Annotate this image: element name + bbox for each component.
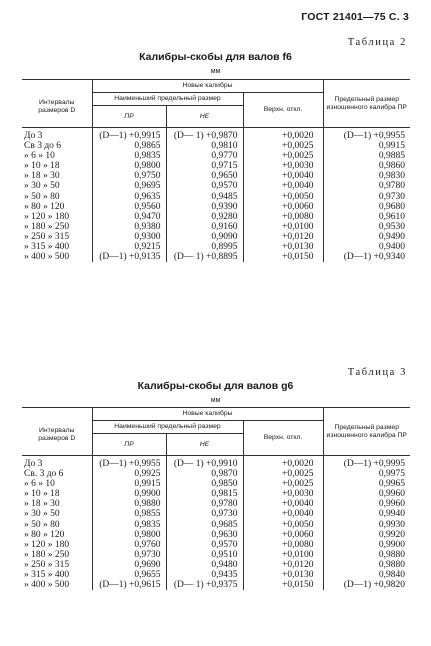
cell-worn-limit: 0,9860 [323, 161, 410, 171]
cell-pr: 0,9760 [92, 540, 166, 550]
table-row [22, 479, 410, 489]
cell-worn-limit: 0,9965 [323, 479, 410, 489]
table-3-title: Калибры-скобы для валов g6 [137, 380, 294, 392]
cell-upper-deviation: +0,0030 [243, 161, 323, 171]
cell-upper-deviation: +0,0130 [243, 242, 323, 252]
cell-interval: Св 3 до 6 [24, 141, 62, 152]
cell-worn-limit: 0,9960 [323, 489, 410, 499]
cell-upper-deviation: +0,0025 [243, 141, 323, 151]
table-row [22, 252, 410, 262]
cell-upper-deviation: +0,0030 [243, 489, 323, 499]
cell-interval: » 30 » 50 [24, 509, 60, 520]
cell-worn-limit: 0,9400 [323, 242, 410, 252]
cell-upper-deviation: +0,0080 [243, 212, 323, 222]
table-row [22, 242, 410, 252]
cell-pr: 0,9750 [92, 171, 166, 181]
table-3-unit: мм [210, 397, 221, 404]
cell-interval: До 3 [24, 131, 43, 141]
cell-upper-deviation: +0,0040 [243, 499, 323, 509]
cell-pr: (D—1) +0,9135 [92, 252, 166, 262]
col-header-ne: НЕ [166, 434, 243, 456]
cell-interval: » 30 » 50 [24, 181, 60, 192]
cell-worn-limit: 0,9880 [323, 560, 410, 570]
cell-interval: » 50 » 80 [24, 519, 60, 530]
cell-worn-limit: 0,9960 [323, 499, 410, 509]
cell-pr: (D—1) +0,9955 [92, 456, 166, 470]
table-row [22, 192, 410, 202]
table-row [22, 499, 410, 509]
cell-pr: 0,9470 [92, 212, 166, 222]
col-header-pr: ПР [92, 434, 166, 456]
col-header-ne: НЕ [166, 106, 243, 128]
cell-upper-deviation: +0,0120 [243, 232, 323, 242]
cell-worn-limit: 0,9840 [323, 570, 410, 580]
cell-upper-deviation: +0,0130 [243, 570, 323, 580]
cell-ne: 0,8995 [166, 242, 243, 252]
cell-worn-limit: 0,9880 [323, 550, 410, 560]
cell-upper-deviation: +0,0020 [243, 456, 323, 470]
cell-ne: 0,9870 [166, 469, 243, 479]
cell-ne: 0,9570 [166, 181, 243, 191]
cell-pr: 0,9635 [92, 192, 166, 202]
cell-pr: 0,9300 [92, 232, 166, 242]
cell-upper-deviation: +0,0060 [243, 202, 323, 212]
cell-interval: » 400 » 500 [24, 580, 70, 591]
cell-pr: 0,9800 [92, 161, 166, 171]
cell-ne: 0,9280 [166, 212, 243, 222]
col-header-new-gauges: Новые калибры [92, 408, 323, 421]
cell-interval: » 180 » 250 [24, 221, 70, 232]
cell-ne: 0,9090 [166, 232, 243, 242]
cell-interval: » 250 » 315 [24, 559, 70, 570]
cell-upper-deviation: +0,0060 [243, 530, 323, 540]
cell-worn-limit: 0,9940 [323, 509, 410, 519]
cell-upper-deviation: +0,0120 [243, 560, 323, 570]
cell-ne: 0,9630 [166, 530, 243, 540]
cell-upper-deviation: +0,0020 [243, 128, 323, 142]
cell-ne: 0,9650 [166, 171, 243, 181]
cell-interval: До 3 [24, 459, 43, 469]
cell-upper-deviation: +0,0025 [243, 479, 323, 489]
cell-upper-deviation: +0,0050 [243, 192, 323, 202]
cell-worn-limit: 0,9780 [323, 181, 410, 191]
cell-pr: 0,9900 [92, 489, 166, 499]
cell-interval: » 18 » 30 [24, 499, 60, 510]
cell-ne: 0,9160 [166, 222, 243, 232]
col-header-smallest-limit: Наименьший предельный размер [92, 93, 243, 106]
table-row [22, 509, 410, 519]
cell-ne: 0,9770 [166, 151, 243, 161]
table-row [22, 456, 410, 470]
cell-worn-limit: 0,9610 [323, 212, 410, 222]
cell-worn-limit: (D—1) +0,9955 [323, 128, 410, 142]
cell-pr: 0,9560 [92, 202, 166, 212]
table-2 [22, 79, 410, 262]
col-header-worn-limit: Предельный размер изношенного калибра ПР [323, 408, 410, 456]
cell-interval: » 315 » 400 [24, 242, 70, 253]
cell-ne: 0,9390 [166, 202, 243, 212]
table-row [22, 520, 410, 530]
col-header-worn-limit: Предельный размер изношенного калибра ПР [323, 80, 410, 128]
cell-ne: 0,9485 [166, 192, 243, 202]
table-row [22, 161, 410, 171]
table-row [22, 570, 410, 580]
cell-interval: » 315 » 400 [24, 570, 70, 581]
cell-pr: 0,9835 [92, 520, 166, 530]
cell-interval: » 120 » 180 [24, 211, 70, 222]
cell-ne: 0,9850 [166, 479, 243, 489]
table-2-title: Калибры-скобы для валов f6 [139, 51, 292, 63]
cell-ne: 0,9435 [166, 570, 243, 580]
cell-pr: 0,9655 [92, 570, 166, 580]
cell-pr: 0,9925 [92, 469, 166, 479]
table-row [22, 540, 410, 550]
cell-pr: 0,9380 [92, 222, 166, 232]
table-row [22, 181, 410, 191]
cell-ne: 0,9570 [166, 540, 243, 550]
cell-upper-deviation: +0,0025 [243, 469, 323, 479]
table-2-unit: мм [210, 68, 221, 75]
cell-ne: 0,9815 [166, 489, 243, 499]
cell-ne: 0,9685 [166, 520, 243, 530]
col-header-upper-deviation: Верхн. откл. [243, 421, 323, 456]
table-row [22, 232, 410, 242]
cell-upper-deviation: +0,0050 [243, 520, 323, 530]
table-row [22, 560, 410, 570]
cell-upper-deviation: +0,0040 [243, 181, 323, 191]
cell-ne: 0,9810 [166, 141, 243, 151]
table-row [22, 202, 410, 212]
table-row [22, 469, 410, 479]
cell-upper-deviation: +0,0040 [243, 509, 323, 519]
cell-worn-limit: 0,9830 [323, 171, 410, 181]
cell-interval: » 180 » 250 [24, 549, 70, 560]
cell-pr: 0,9695 [92, 181, 166, 191]
table-3 [22, 407, 410, 590]
col-header-new-gauges: Новые калибры [92, 80, 323, 93]
cell-worn-limit: (D—1) +0,9340 [323, 252, 410, 262]
cell-interval: » 10 » 18 [24, 489, 60, 500]
cell-pr: 0,9215 [92, 242, 166, 252]
table-row [22, 141, 410, 151]
cell-interval: » 6 » 10 [24, 479, 55, 490]
cell-worn-limit: 0,9680 [323, 202, 410, 212]
cell-interval: » 120 » 180 [24, 539, 70, 550]
cell-pr: 0,9800 [92, 530, 166, 540]
table-row [22, 550, 410, 560]
table-row [22, 580, 410, 590]
cell-interval: » 18 » 30 [24, 171, 60, 182]
table-row [22, 151, 410, 161]
cell-pr: (D—1) +0,9915 [92, 128, 166, 142]
cell-worn-limit: 0,9920 [323, 530, 410, 540]
cell-ne: 0,9510 [166, 550, 243, 560]
cell-pr: 0,9690 [92, 560, 166, 570]
cell-worn-limit: 0,9885 [323, 151, 410, 161]
cell-worn-limit: (D—1) +0,9995 [323, 456, 410, 470]
cell-upper-deviation: +0,0040 [243, 171, 323, 181]
cell-upper-deviation: +0,0150 [243, 252, 323, 262]
col-header-intervals: Интервалы размеров D [22, 80, 92, 128]
cell-pr: 0,9865 [92, 141, 166, 151]
cell-ne: (D— 1) +0,9910 [166, 456, 243, 470]
cell-interval: Св. 3 до 6 [24, 469, 64, 480]
table-row [22, 212, 410, 222]
cell-ne: 0,9480 [166, 560, 243, 570]
table-row [22, 530, 410, 540]
cell-pr: 0,9730 [92, 550, 166, 560]
col-header-pr: ПР [92, 106, 166, 128]
cell-ne: 0,9715 [166, 161, 243, 171]
cell-pr: 0,9915 [92, 479, 166, 489]
col-header-upper-deviation: Верхн. откл. [243, 93, 323, 128]
cell-upper-deviation: +0,0100 [243, 222, 323, 232]
cell-interval: » 250 » 315 [24, 231, 70, 242]
cell-ne: (D— 1) +0,9375 [166, 580, 243, 590]
table-2-label: Таблица 2 [347, 37, 407, 48]
cell-interval: » 50 » 80 [24, 191, 60, 202]
cell-worn-limit: 0,9975 [323, 469, 410, 479]
cell-pr: (D—1) +0,9615 [92, 580, 166, 590]
cell-pr: 0,9835 [92, 151, 166, 161]
cell-ne: (D— 1) +0,8895 [166, 252, 243, 262]
cell-upper-deviation: +0,0100 [243, 550, 323, 560]
table-row [22, 489, 410, 499]
cell-worn-limit: 0,9530 [323, 222, 410, 232]
cell-ne: 0,9730 [166, 509, 243, 519]
table-3-label: Таблица 3 [347, 367, 407, 378]
cell-worn-limit: 0,9900 [323, 540, 410, 550]
cell-upper-deviation: +0,0080 [243, 540, 323, 550]
col-header-intervals: Интервалы размеров D [22, 408, 92, 456]
page-header-standard: ГОСТ 21401—75 С. 3 [301, 11, 409, 23]
cell-interval: » 6 » 10 [24, 151, 55, 162]
cell-pr: 0,9880 [92, 499, 166, 509]
cell-interval: » 400 » 500 [24, 252, 70, 263]
cell-interval: » 80 » 120 [24, 529, 65, 540]
cell-ne: 0,9780 [166, 499, 243, 509]
col-header-smallest-limit: Наименьший предельный размер [92, 421, 243, 434]
cell-upper-deviation: +0,0150 [243, 580, 323, 590]
cell-worn-limit: (D—1) +0,9820 [323, 580, 410, 590]
cell-worn-limit: 0,9730 [323, 192, 410, 202]
cell-upper-deviation: +0,0025 [243, 151, 323, 161]
table-row [22, 128, 410, 142]
cell-ne: (D— 1) +0,9870 [166, 128, 243, 142]
cell-worn-limit: 0,9490 [323, 232, 410, 242]
cell-interval: » 10 » 18 [24, 161, 60, 172]
table-row [22, 222, 410, 232]
cell-worn-limit: 0,9915 [323, 141, 410, 151]
table-row [22, 171, 410, 181]
cell-interval: » 80 » 120 [24, 201, 65, 212]
cell-worn-limit: 0,9930 [323, 520, 410, 530]
cell-pr: 0,9855 [92, 509, 166, 519]
